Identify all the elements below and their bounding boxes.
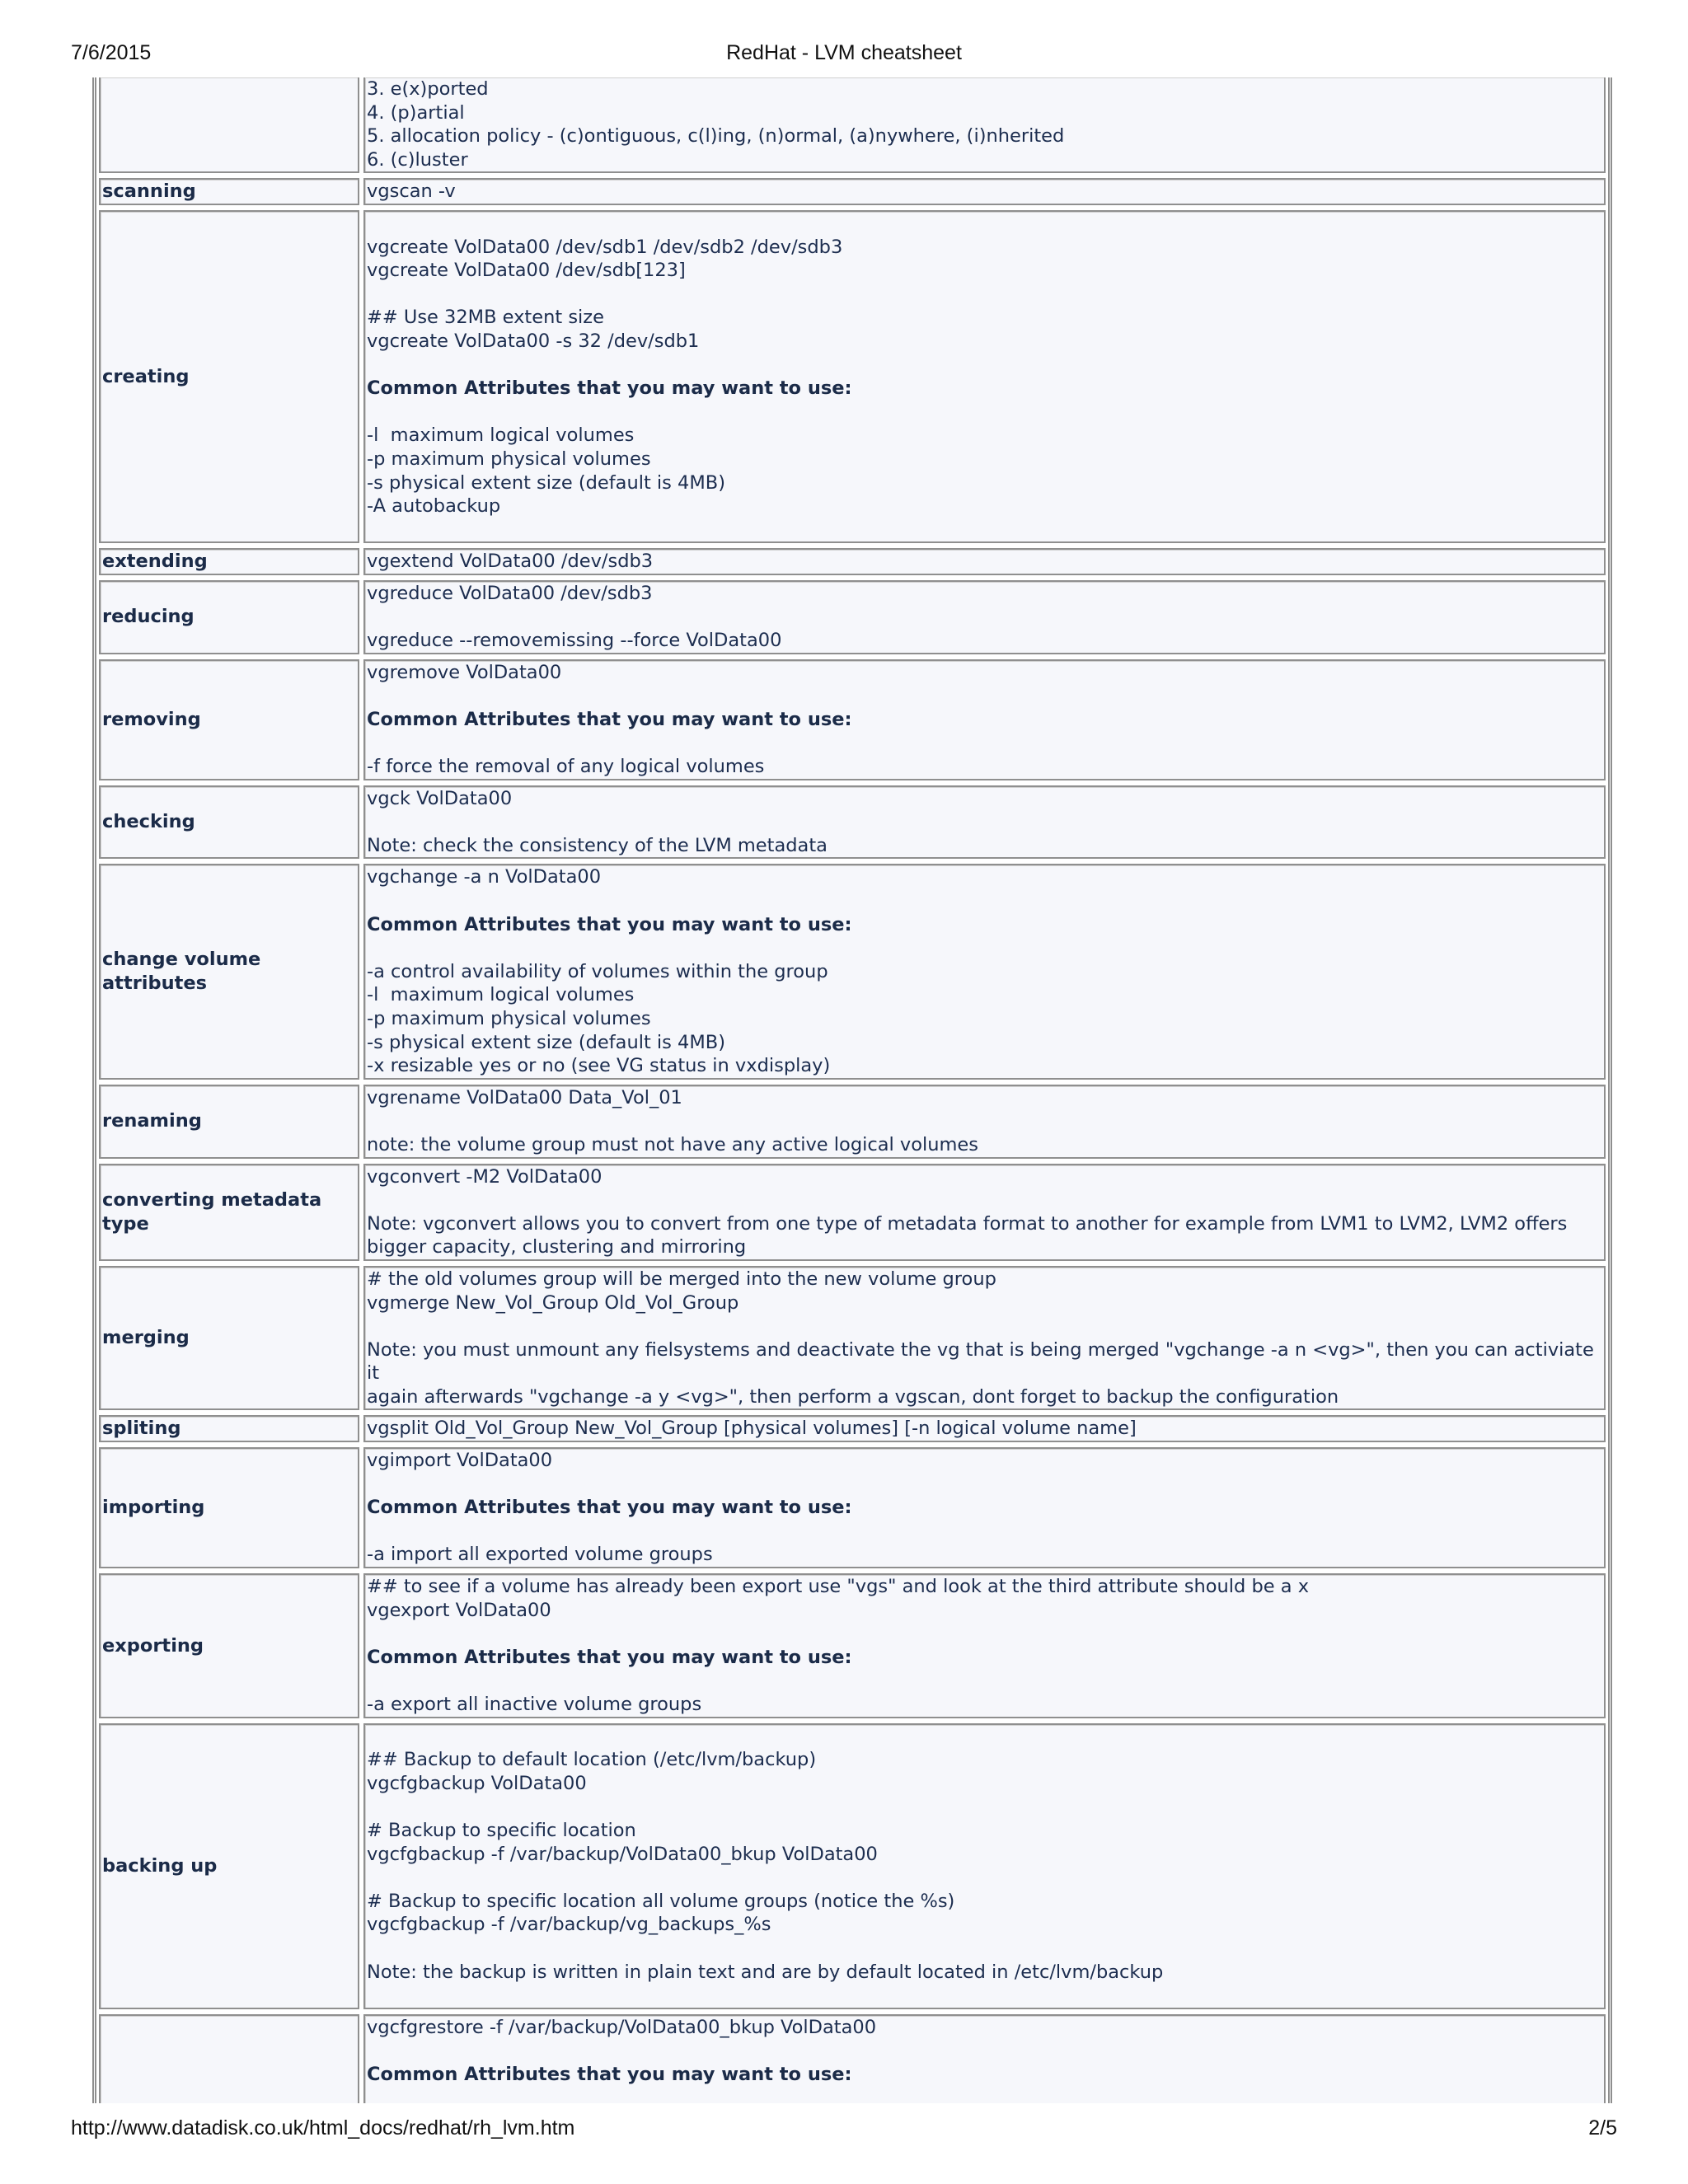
content-line: [367, 1520, 1601, 1544]
row-label: importing: [99, 1447, 359, 1568]
content-line: [367, 212, 1601, 236]
content-line: -a export all inactive volume groups: [367, 1694, 702, 1715]
table-row: [96, 1446, 1608, 1572]
content-line: [367, 1188, 1601, 1212]
table-row: [96, 176, 1608, 209]
row-content: [363, 785, 1606, 860]
table-row: [96, 77, 1608, 176]
content-line: [367, 731, 1601, 755]
row-content: [363, 1085, 1606, 1159]
content-line: vgextend VolData00 /dev/sdb3: [367, 551, 654, 573]
row-content: [363, 178, 1606, 205]
table-row: [96, 1083, 1608, 1162]
content-line: bigger capacity, clustering and mirroring: [367, 1236, 747, 1258]
content-line: # Backup to specific location all volume groups (notice the %s): [367, 1890, 955, 1912]
content-line: -l maximum logical volumes: [367, 984, 635, 1006]
row-label: [99, 2014, 359, 2103]
content-line: vgimport VolData00: [367, 1450, 553, 1472]
content-line: [367, 1937, 1601, 1961]
content-line: 6. (c)luster: [367, 148, 468, 171]
table-row: [96, 546, 1608, 579]
content-line: vgrename VolData00 Data_Vol_01: [367, 1086, 682, 1108]
content-line: Common Attributes that you may want to use:: [367, 377, 852, 400]
content-line: Note: check the consistency of the LVM metadata: [367, 834, 828, 856]
table-row: [96, 1264, 1608, 1414]
content-line: vgmerge New_Vol_Group Old_Vol_Group: [367, 1291, 739, 1314]
content-line: [367, 605, 1601, 629]
content-line: Common Attributes that you may want to use:: [367, 913, 852, 935]
content-line: vgcreate VolData00 -s 32 /dev/sdb1: [367, 330, 700, 352]
content-line: [367, 518, 1601, 542]
content-line: [367, 2039, 1601, 2063]
content-line: [367, 889, 1601, 913]
table-row: [96, 1413, 1608, 1446]
row-label: [99, 77, 359, 173]
content-line: [367, 936, 1601, 960]
content-line: Common Attributes that you may want to use:: [367, 708, 852, 730]
content-line: vgreduce VolData00 /dev/sdb3: [367, 582, 653, 604]
row-content: [363, 1723, 1606, 2009]
content-line: [367, 810, 1601, 834]
row-label: spliting: [99, 1415, 359, 1442]
content-line: [367, 684, 1601, 708]
table-row: [96, 1572, 1608, 1722]
row-content: [363, 1266, 1606, 1411]
row-label: reducing: [99, 580, 359, 654]
content-line: [367, 1984, 1601, 2008]
content-line: [367, 1622, 1601, 1646]
content-line: [367, 2087, 1601, 2104]
content-line: vgck VolData00: [367, 787, 513, 809]
content-line: [367, 1725, 1601, 1749]
row-label: renaming: [99, 1085, 359, 1159]
content-line: -p maximum physical volumes: [367, 1007, 651, 1029]
content-line: Common Attributes that you may want to use:: [367, 1646, 852, 1668]
content-line: -p maximum physical volumes: [367, 448, 651, 470]
content-line: vgconvert -M2 VolData00: [367, 1165, 603, 1188]
row-label: merging: [99, 1266, 359, 1411]
content-line: [367, 401, 1601, 424]
row-content: [363, 210, 1606, 543]
content-line: [367, 1473, 1601, 1497]
content-line: Note: you must unmount any fielsystems and deactivate the vg that is being merged "vgchange -a n <vg>", then you can activiate it: [367, 1338, 1601, 1385]
content-line: -s physical extent size (default is 4MB): [367, 471, 725, 494]
row-label: backing up: [99, 1723, 359, 2009]
content-line: -a control availability of volumes within the group: [367, 960, 828, 982]
content-line: [367, 1669, 1601, 1693]
row-label: change volume attributes: [99, 864, 359, 1079]
content-line: -x resizable yes or no (see VG status in vxdisplay): [367, 1055, 831, 1077]
content-line: vgcreate VolData00 /dev/sdb[123]: [367, 260, 686, 282]
print-date: 7/6/2015: [71, 41, 152, 64]
content-line: 5. allocation policy - (c)ontiguous, c(l)ing, (n)ormal, (a)nywhere, (i)nherited: [367, 125, 1065, 148]
content-line: Note: vgconvert allows you to convert from one type of metadata format to another for example from LVM1 to LVM2, LVM2 offers: [367, 1212, 1568, 1235]
table-row: [96, 1162, 1608, 1264]
content-line: 3. e(x)ported: [367, 78, 489, 100]
content-line: -A autobackup: [367, 495, 501, 518]
content-line: note: the volume group must not have any active logical volumes: [367, 1133, 978, 1155]
content-line: # the old volumes group will be merged into the new volume group: [367, 1268, 996, 1290]
content-line: vgcfgbackup VolData00: [367, 1772, 587, 1794]
content-line: -l maximum logical volumes: [367, 424, 635, 447]
row-label: extending: [99, 548, 359, 575]
row-label: scanning: [99, 178, 359, 205]
row-content: [363, 77, 1606, 173]
row-content: [363, 864, 1606, 1079]
content-line: -f force the removal of any logical volumes: [367, 756, 765, 778]
row-label: checking: [99, 785, 359, 860]
content-line: [367, 283, 1601, 307]
content-line: again afterwards "vgchange -a y <vg>", then perform a vgscan, dont forget to backup the configuration: [367, 1385, 1339, 1408]
content-line: [367, 1795, 1601, 1819]
table-row: [96, 209, 1608, 546]
content-line: -s physical extent size (default is 4MB): [367, 1031, 725, 1053]
table-row: [96, 862, 1608, 1082]
content-line: 4. (p)artial: [367, 101, 465, 124]
row-content: [363, 548, 1606, 575]
content-line: vgreduce --removemissing --force VolData00: [367, 630, 782, 652]
content-line: Note: the backup is written in plain text and are by default located in /etc/lvm/backup: [367, 1961, 1164, 1983]
row-content: [363, 1164, 1606, 1261]
content-line: vgremove VolData00: [367, 661, 562, 683]
content-line: Common Attributes that you may want to use:: [367, 2063, 852, 2085]
row-content: [363, 659, 1606, 780]
row-content: [363, 1573, 1606, 1718]
content-line: vgexport VolData00: [367, 1599, 551, 1621]
content-line: vgcfgbackup -f /var/backup/VolData00_bkup VolData00: [367, 1843, 878, 1865]
content-line: vgsplit Old_Vol_Group New_Vol_Group [physical volumes] [-n logical volume name]: [367, 1418, 1137, 1440]
table-row: [96, 579, 1608, 658]
row-label: creating: [99, 210, 359, 543]
content-line: vgchange -a n VolData00: [367, 866, 602, 888]
table-row: [96, 1722, 1608, 2013]
cheatsheet-table: [96, 77, 1608, 2103]
content-line: -a import all exported volume groups: [367, 1544, 713, 1566]
row-content: [363, 1447, 1606, 1568]
content-line: ## to see if a volume has already been export use "vgs" and look at the third attribute should be a x: [367, 1576, 1310, 1598]
row-content: [363, 580, 1606, 654]
row-content: [363, 1415, 1606, 1442]
content-line: vgscan -v: [367, 180, 456, 203]
content-line: ## Use 32MB extent size: [367, 307, 604, 329]
table-row: [96, 2013, 1608, 2103]
content-line: ## Backup to default location (/etc/lvm/backup): [367, 1749, 817, 1771]
row-label: removing: [99, 659, 359, 780]
content-line: vgcreate VolData00 /dev/sdb1 /dev/sdb2 /dev/sdb3: [367, 236, 843, 258]
row-content: [363, 2014, 1606, 2103]
content-line: [367, 1315, 1601, 1338]
cheatsheet-table-frame: [92, 77, 1612, 2103]
page-number: 2/5: [1588, 2116, 1617, 2139]
page-title: RedHat - LVM cheatsheet: [726, 41, 962, 64]
content-line: Common Attributes that you may want to use:: [367, 1497, 852, 1519]
table-row: [96, 658, 1608, 784]
content-line: vgcfgbackup -f /var/backup/vg_backups_%s: [367, 1914, 771, 1936]
source-url[interactable]: http://www.datadisk.co.uk/html_docs/redhat/rh_lvm.htm: [71, 2116, 575, 2139]
content-line: [367, 354, 1601, 377]
content-line: # Backup to specific location: [367, 1819, 636, 1841]
content-line: [367, 1109, 1601, 1133]
table-row: [96, 784, 1608, 863]
content-line: [367, 1866, 1601, 1890]
content-line: vgcfgrestore -f /var/backup/VolData00_bkup VolData00: [367, 2016, 877, 2038]
row-label: exporting: [99, 1573, 359, 1718]
row-label: converting metadata type: [99, 1164, 359, 1261]
